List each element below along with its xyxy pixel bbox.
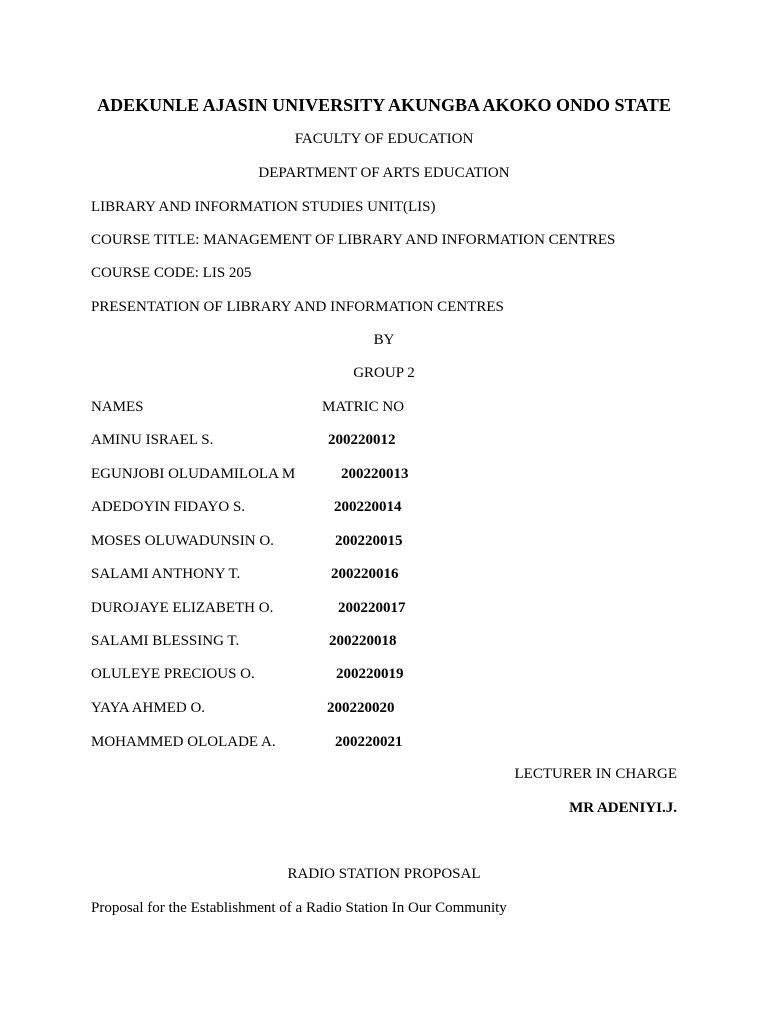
- by-label: BY: [373, 332, 395, 348]
- course-title-line: COURSE TITLE: MANAGEMENT OF LIBRARY AND INFORMATION CENTRES: [91, 232, 616, 248]
- member-matric: 200220020: [327, 700, 395, 716]
- group-label: GROUP 2: [353, 365, 415, 381]
- university-title: ADEKUNLE AJASIN UNIVERSITY AKUNGBA AKOKO ONDO STATE: [97, 95, 671, 115]
- member-name: DUROJAYE ELIZABETH O.: [91, 600, 274, 616]
- department-title: DEPARTMENT OF ARTS EDUCATION: [258, 165, 510, 181]
- member-matric: 200220012: [328, 432, 396, 448]
- member-name: SALAMI BLESSING T.: [91, 633, 240, 649]
- member-name: YAYA AHMED O.: [91, 700, 206, 716]
- presentation-line: PRESENTATION OF LIBRARY AND INFORMATION CENTRES: [91, 299, 504, 315]
- proposal-subtitle: Proposal for the Establishment of a Radio Station In Our Community: [91, 900, 507, 916]
- lecturer-label: LECTURER IN CHARGE: [514, 766, 677, 782]
- member-matric: 200220018: [329, 633, 397, 649]
- member-name: EGUNJOBI OLUDAMILOLA M: [91, 466, 296, 482]
- course-code-line: COURSE CODE: LIS 205: [91, 265, 252, 281]
- member-name: ADEDOYIN FIDAYO S.: [91, 499, 246, 515]
- member-name: AMINU ISRAEL S.: [91, 432, 214, 448]
- faculty-title: FACULTY OF EDUCATION: [294, 131, 474, 147]
- member-name: OLULEYE PRECIOUS O.: [91, 666, 255, 682]
- member-matric: 200220016: [331, 566, 399, 582]
- member-matric: 200220014: [334, 499, 402, 515]
- member-name: MOHAMMED OLOLADE A.: [91, 734, 276, 750]
- member-matric: 200220017: [338, 600, 406, 616]
- member-matric: 200220015: [335, 533, 403, 549]
- member-matric: 200220019: [336, 666, 404, 682]
- lecturer-name: MR ADENIYI.J.: [569, 800, 677, 816]
- member-name: MOSES OLUWADUNSIN O.: [91, 533, 274, 549]
- member-matric: 200220021: [335, 734, 403, 750]
- names-header: NAMES: [91, 399, 144, 415]
- matric-header: MATRIC NO: [322, 399, 405, 415]
- proposal-heading: RADIO STATION PROPOSAL: [287, 866, 481, 882]
- member-name: SALAMI ANTHONY T.: [91, 566, 241, 582]
- member-matric: 200220013: [341, 466, 409, 482]
- unit-line: LIBRARY AND INFORMATION STUDIES UNIT(LIS): [91, 199, 436, 215]
